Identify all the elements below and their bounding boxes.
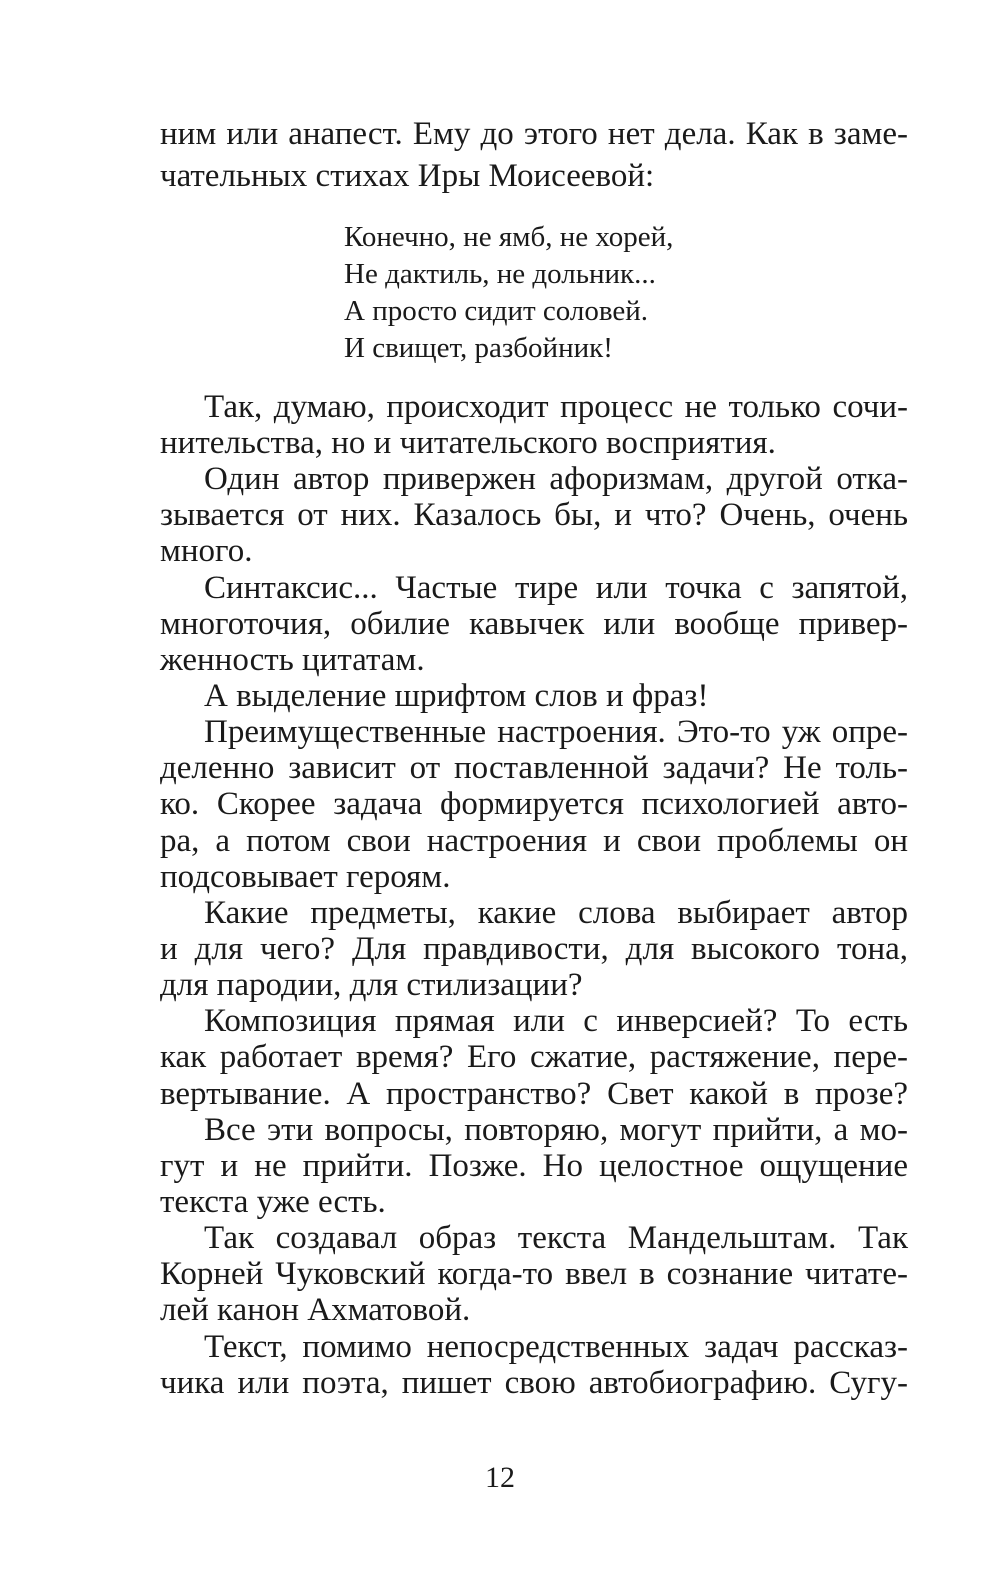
text-line: Корней Чуковский когда-то ввел в сознание читате- [160, 1256, 908, 1292]
text-line: чика или поэта, пишет свою автобиографию. Сугу- [160, 1365, 908, 1401]
text-line: А выделение шрифтом слов и фраз! [204, 678, 709, 714]
text-line: Так создавал образ текста Мандельштам. Так [204, 1220, 908, 1256]
text-line: лей канон Ахматовой. [160, 1292, 471, 1328]
text-line: ко. Скорее задача формируется психологией авто- [160, 786, 908, 822]
text-line: женность цитатам. [160, 642, 425, 678]
verse-line: И свищет, разбойник! [344, 332, 613, 364]
text-line: деленно зависит от поставленной задачи? Не толь- [160, 750, 908, 786]
text-line: Синтаксис... Частые тире или точка с запятой, [204, 570, 908, 606]
verse-line: Конечно, не ямб, не хорей, [344, 221, 674, 253]
page-number: 12 [485, 1461, 515, 1494]
text-line: для пародии, для стилизации? [160, 967, 583, 1003]
text-line: Так, думаю, происходит процесс не только сочи- [204, 389, 908, 425]
text-line: гут и не прийти. Позже. Но целостное ощущение [160, 1148, 908, 1184]
text-line: Какие предметы, какие слова выбирает автор [204, 895, 908, 931]
text-line: Один автор привержен афоризмам, другой отка- [204, 461, 908, 497]
text-line: Все эти вопросы, повторяю, могут прийти, а мо- [204, 1112, 908, 1148]
text-line: как работает время? Его сжатие, растяжение, пере- [160, 1039, 908, 1075]
text-line: и для чего? Для правдивости, для высокого тона, [160, 931, 908, 967]
text-line: ра, а потом свои настроения и свои проблемы он [160, 823, 908, 859]
text-line: зывается от них. Казалось бы, и что? Очень, очень [160, 497, 908, 533]
text-line: многоточия, обилие кавычек или вообще привер- [160, 606, 908, 642]
text-line: чательных стихах Иры Моисеевой: [160, 158, 655, 194]
text-line: ним или анапест. Ему до этого нет дела. Как в заме- [160, 116, 908, 152]
verse-line: А просто сидит соловей. [344, 295, 649, 327]
text-line: Композиция прямая или с инверсией? То есть [204, 1003, 908, 1039]
text-line: Преимущественные настроения. Это-то уж опре- [204, 714, 908, 750]
text-line: подсовывает героям. [160, 859, 451, 895]
text-line: нительства, но и читательского восприятия. [160, 425, 776, 461]
text-line: много. [160, 533, 253, 569]
text-line: вертывание. А пространство? Свет какой в прозе? [160, 1076, 908, 1112]
text-line: Текст, помимо непосредственных задач рассказ- [204, 1329, 908, 1365]
verse-line: Не дактиль, не дольник... [344, 258, 656, 290]
text-line: текста уже есть. [160, 1184, 386, 1220]
